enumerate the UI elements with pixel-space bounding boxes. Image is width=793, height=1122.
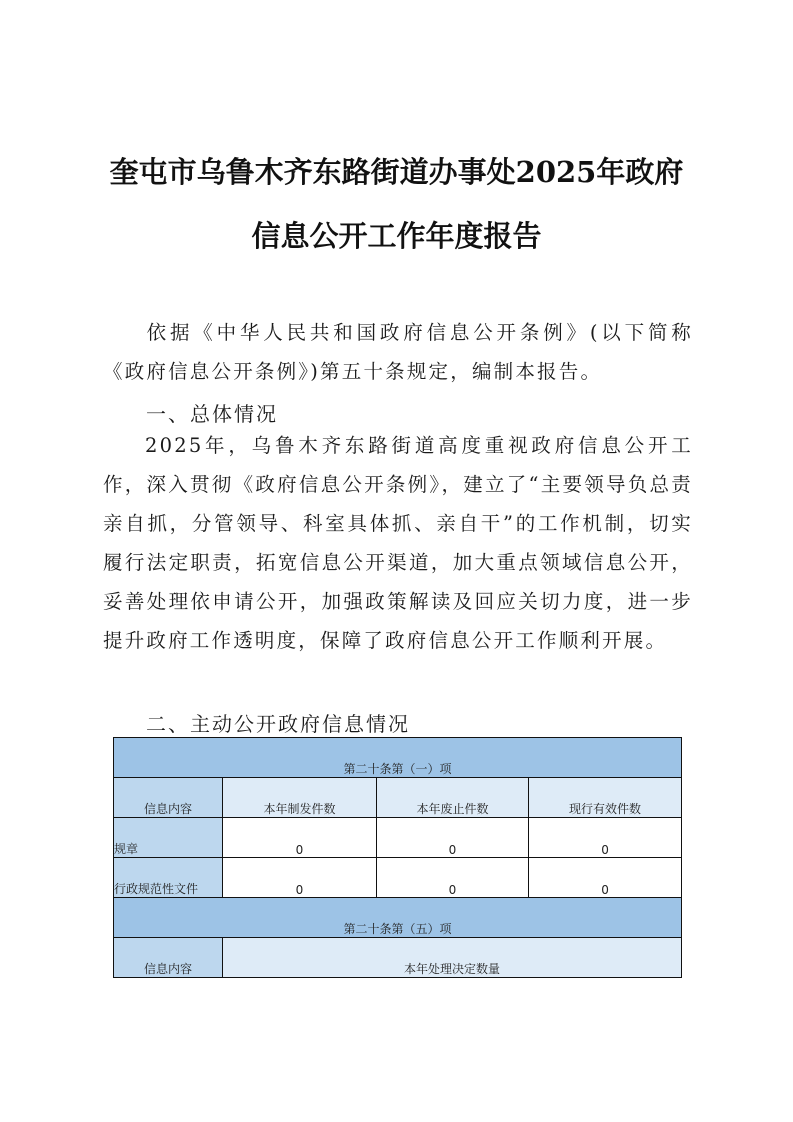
intro-paragraph: [103, 313, 693, 391]
table-cell: 0: [223, 858, 377, 898]
column-header: 信息内容: [114, 778, 223, 818]
table-cell: 0: [223, 818, 377, 858]
table-section-header: [114, 898, 682, 938]
section1-paragraph: [103, 426, 693, 660]
column-header: 本年制发件数: [223, 778, 377, 818]
row-label: 行政规范性文件: [114, 858, 223, 898]
table-cell: 0: [529, 818, 682, 858]
table-cell: 0: [529, 858, 682, 898]
table-cell: 0: [377, 858, 529, 898]
table-row: [114, 858, 682, 898]
table-row: [114, 818, 682, 858]
column-header: 信息内容: [114, 938, 223, 978]
active-disclosure-table: [113, 737, 682, 978]
column-header: 本年废止件数: [377, 778, 529, 818]
section-title-article20-item1: 第二十条第（一）项: [114, 738, 682, 778]
section2-heading: 二、主动公开政府信息情况: [146, 712, 410, 736]
table-section-header: [114, 738, 682, 778]
column-header: 现行有效件数: [529, 778, 682, 818]
intro-text: 依据《中华人民共和国政府信息公开条例》(以下简称《政府信息公开条例》)第五十条规定，编制本报告。: [103, 321, 693, 383]
table-column-headers: [114, 778, 682, 818]
section1-heading: 一、总体情况: [146, 402, 278, 426]
column-header: 本年处理决定数量: [223, 938, 682, 978]
table-column-headers: [114, 938, 682, 978]
section-title-article20-item5: 第二十条第（五）项: [114, 898, 682, 938]
section1-text: 2025年，乌鲁木齐东路街道高度重视政府信息公开工作，深入贯彻《政府信息公开条例》，建立了“主要领导负总责亲自抓，分管领导、科室具体抓、亲自干”的工作机制，切实履行法定职责，拓宽信息公开渠道，加大重点领域信息公开，妥善处理依申请公开，加强政策解读及回应关切力度，进一步提升政府工作透明度，保障了政府信息公开工作顺利开展。: [103, 434, 693, 652]
report-title-line2: 信息公开工作年度报告: [251, 219, 542, 253]
row-label: 规章: [114, 818, 223, 858]
table-cell: 0: [377, 818, 529, 858]
report-title-line1: 奎屯市乌鲁木齐东路街道办事处2025年政府: [109, 155, 684, 189]
